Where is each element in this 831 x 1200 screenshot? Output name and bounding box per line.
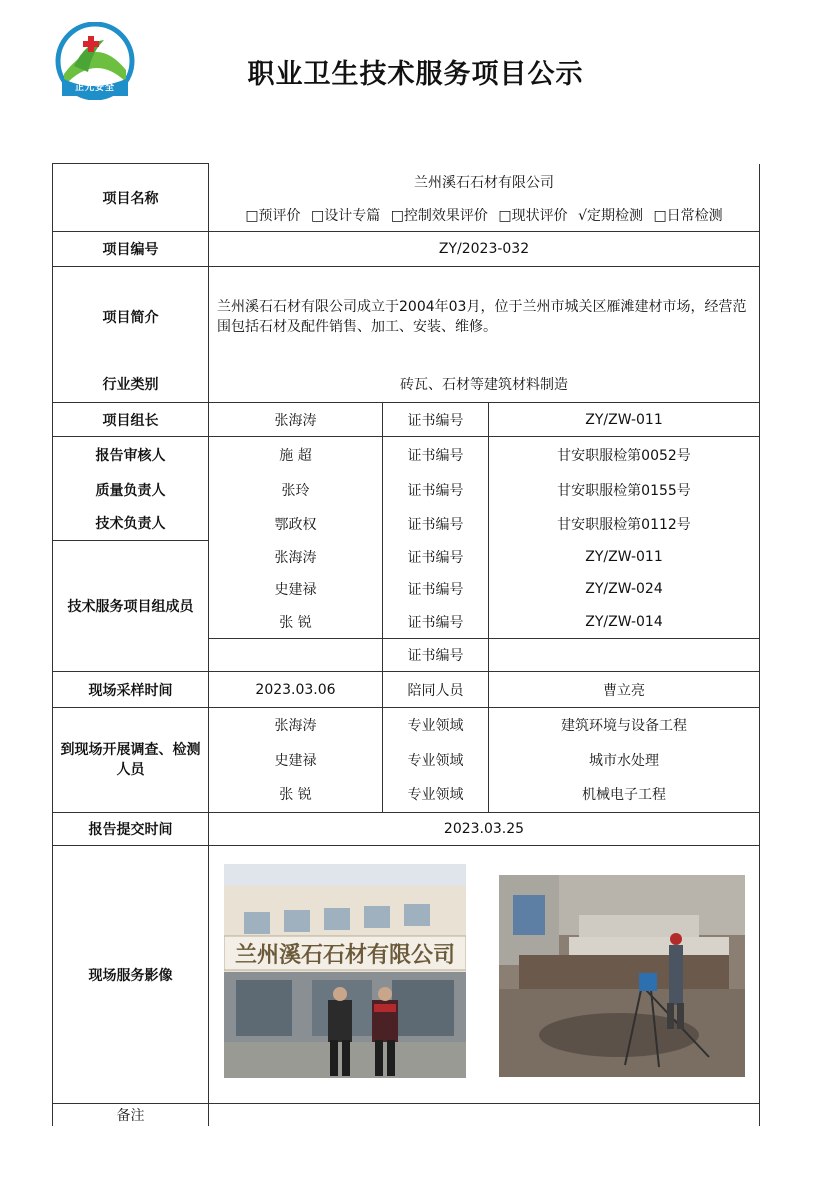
row-project-name: [53, 164, 760, 200]
industry-label: 行业类别: [53, 367, 209, 403]
sampling-date: 2023.03.06: [209, 672, 383, 708]
leader-cert: ZY/ZW-011: [489, 403, 760, 437]
images-label: 现场服务影像: [53, 846, 209, 1104]
member-name: [209, 639, 383, 672]
submit-date: 2023.03.25: [209, 813, 760, 846]
reviewer-cert: 甘安职服检第0052号: [489, 437, 760, 473]
submit-label: 报告提交时间: [53, 813, 209, 846]
row-quality: [53, 473, 760, 507]
workshop-photo: [499, 875, 745, 1077]
leader-cert-label: 证书编号: [383, 403, 489, 437]
field-staff-name: 史建禄: [209, 743, 383, 777]
option-control-effect: □控制效果评价: [390, 208, 488, 225]
logo-text: 正元安全: [74, 83, 115, 93]
leader-label: 项目组长: [53, 403, 209, 437]
members-label: 技术服务项目组成员: [53, 541, 209, 672]
member-name: 张海涛: [209, 541, 383, 573]
technical-cert: 甘安职服检第0112号: [489, 507, 760, 541]
reviewer-cert-label: 证书编号: [383, 437, 489, 473]
technical-label: 技术负责人: [53, 507, 209, 541]
intro-label: 项目简介: [53, 267, 209, 367]
field-label: 专业领域: [383, 777, 489, 813]
companion-name: 曹立亮: [489, 672, 760, 708]
field-staff-name: 张海涛: [209, 708, 383, 743]
shop-sign-text: 兰州溪石石材有限公司: [234, 942, 456, 968]
remarks-label: 备注: [53, 1104, 209, 1126]
member-cert: ZY/ZW-011: [489, 541, 760, 573]
row-submit: [53, 813, 760, 846]
member-cert: [489, 639, 760, 672]
row-field-staff: [53, 708, 760, 743]
remarks-value: [209, 1104, 760, 1126]
option-status-evaluation: □现状评价: [498, 208, 568, 225]
member-name: 史建禄: [209, 573, 383, 606]
technical-cert-label: 证书编号: [383, 507, 489, 541]
quality-label: 质量负责人: [53, 473, 209, 507]
member-cert: ZY/ZW-014: [489, 606, 760, 639]
member-cert: ZY/ZW-024: [489, 573, 760, 606]
row-industry: [53, 367, 760, 403]
industry-value: 砖瓦、石材等建筑材料制造: [209, 367, 760, 403]
project-no-label: 项目编号: [53, 232, 209, 267]
reviewer-label: 报告审核人: [53, 437, 209, 473]
field-value: 机械电子工程: [489, 777, 760, 813]
row-sampling: [53, 672, 760, 708]
row-project-no: [53, 232, 760, 267]
option-daily-testing: □日常检测: [653, 208, 723, 225]
intro-value: 兰州溪石石材有限公司成立于2004年03月，位于兰州市城关区雁滩建材市场，经营范围包括石材及配件销售、加工、安装、维修。: [209, 267, 760, 367]
project-name-value: 兰州溪石石材有限公司: [209, 164, 760, 200]
page-title: 职业卫生技术服务项目公示: [247, 59, 584, 90]
option-design: □设计专篇: [311, 208, 381, 225]
row-member: [53, 541, 760, 573]
storefront-photo: [224, 864, 466, 1078]
row-remarks: [53, 1104, 760, 1126]
leader-name: 张海涛: [209, 403, 383, 437]
project-no-value: ZY/2023-032: [209, 232, 760, 267]
option-pre-evaluation: □预评价: [245, 208, 301, 225]
quality-name: 张玲: [209, 473, 383, 507]
project-type-options: [209, 200, 760, 232]
technical-name: 鄂政权: [209, 507, 383, 541]
project-name-label: 项目名称: [53, 164, 209, 232]
sampling-label: 现场采样时间: [53, 672, 209, 708]
member-cert-label: 证书编号: [383, 606, 489, 639]
row-reviewer: [53, 437, 760, 473]
member-cert-label: 证书编号: [383, 639, 489, 672]
option-periodic-testing: √定期检测: [578, 208, 643, 225]
member-cert-label: 证书编号: [383, 541, 489, 573]
field-value: 建筑环境与设备工程: [489, 708, 760, 743]
field-label: 专业领域: [383, 708, 489, 743]
row-intro: [53, 267, 760, 367]
quality-cert: 甘安职服检第0155号: [489, 473, 760, 507]
row-technical: [53, 507, 760, 541]
field-staff-name: 张 锐: [209, 777, 383, 813]
companion-label: 陪同人员: [383, 672, 489, 708]
member-name: 张 锐: [209, 606, 383, 639]
field-staff-label: 到现场开展调查、检测人员: [53, 708, 209, 813]
member-cert-label: 证书编号: [383, 573, 489, 606]
quality-cert-label: 证书编号: [383, 473, 489, 507]
row-leader: [53, 403, 760, 437]
field-value: 城市水处理: [489, 743, 760, 777]
reviewer-name: 施 超: [209, 437, 383, 473]
field-label: 专业领域: [383, 743, 489, 777]
